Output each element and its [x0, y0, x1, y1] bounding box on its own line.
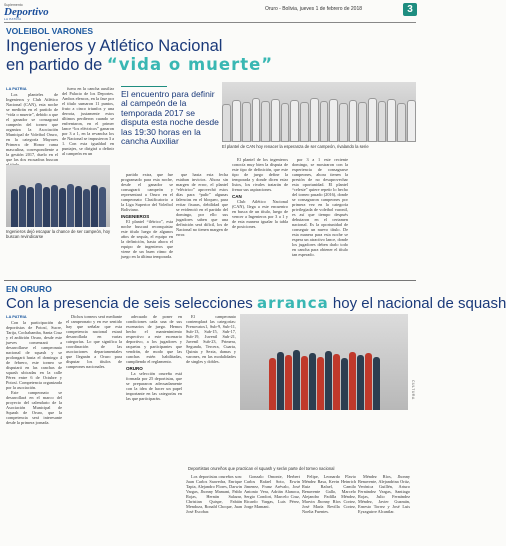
squash-side-label: CULTURA: [411, 380, 415, 400]
masthead-logo: [4, 3, 64, 21]
volley-headline-line1: Ingenieros y Atlético Nacional: [6, 37, 223, 55]
squash-col8: Méndez Ríos, Jhonny Benavente, Alejandrina Ortiz, Verónica Guillén, Arturo Fernández Vargas, Santiago Rojas, Julio Fernández Méndez, Javier Guzmán, Ernesto Torrez y José Luis Eyzaguirre Alcantlar.: [358, 474, 410, 514]
volley-subhead-can: CAN: [232, 194, 242, 199]
masthead-rule: [4, 22, 416, 23]
volley-section-label: VOLEIBOL VARONES: [6, 26, 94, 36]
volley-headline-pre: en partido de: [6, 56, 107, 74]
volley-photo1-caption: Ingenieros dejó escapar la chance de ser campeón, hoy buscan revindicarse: [6, 229, 111, 239]
squash-headline-accent: arranca: [256, 294, 329, 312]
volley-headline-line2: [6, 56, 273, 74]
volley-lead-rule-top: [121, 86, 167, 87]
squash-col6: Gonzalo Omonte, Herbert Carlos Rafael Soto, Erwin Jimenez, Franz Arévalo, José Antonio Vera, Adrián Alanoca, Sergio Condori, Marcelo Cruz, Ricardo Vargas, Luis Pérez, Jorge Mamani.: [244, 474, 300, 509]
volley-col5: El plantel de los ingenieros conocía muy bien la disputa de este tipo de definición, que este tipo de juego define la temporada y donde dicen estar listos, los rivales tratarán de frenar sus aspiraciones. CAN Club Atlético Nacional (CAN), llega a este encuentro en busca de un título, luego de vencer a Ingenieros por 3 a 1 y de esta manera igualar la tabla de posiciones.: [232, 157, 288, 229]
squash-photo-caption: Deportistas orureños que practican el squash y serán parte del torneo nacional: [188, 466, 335, 471]
squash-col7: Felipe, Leonardo Flavio Méndez Rasa, Kevin Heinrich Ruiz Rafael, Camilo Benavente Gallo, Marcelo Alejandro Padilla Méndez, Marvin Jhonny Ríos Cortez, José María Revilla Cortez, Noelia Fuentes.: [302, 474, 356, 514]
squash-subhead-oruro: ORURO: [126, 366, 143, 371]
squash-col4: El campeonato contemplará las categorías: Prenovatos1, Sub-9, Sub-11, Sub-13, Sub-15, Sub-17, Sub-19, Juvenil Sub-21, Juvenil Sub-23, Primera, Segunda, Tercera, Cuarta, Quinta y Sexta, damas y varones, en las modalidades de singles y dobles.: [186, 314, 236, 364]
squash-section-label: EN ORURO: [6, 284, 52, 294]
masthead-supplement: Suplemento: [4, 3, 23, 7]
volley-photo2-caption: El plantel de CAN hoy renacer la esperanza de ser campeón, rivalando la serie: [222, 144, 369, 149]
masthead-name: Deportivo: [4, 6, 49, 18]
squash-photo: [240, 314, 408, 410]
masthead-dateline: Oruro - Bolivia, jueves 1 de febrero de 2018: [265, 6, 362, 12]
volley-lead: El encuentro para definir al campeón de la temporada 2017 se disputa esta noche desde las 19:30 horas en la cancha Auxiliar: [121, 89, 219, 147]
squash-headline: [6, 294, 506, 313]
team-figures: [222, 82, 416, 142]
squash-col2: Dichos torneos será mediante el campeonato y en ese sentido hay que señalar que esta competencia nacional estará desarrollada en varias categorías. Lo que significa la coordinación de las asociaciones departamentales que llegarán a Oruro para disputar los títulos de campeones nacionales.: [66, 314, 122, 369]
squash-col1: Con la participación de deportistas de Potosí, Sucre, Tarija, Cochabamba, Santa Cruz y el anfitrión Oruro, desde este jueves comenzará a desarrollarse el campeonato nacional de squash y se prolongará hasta el domingo 4 de febrero, este torneo se disputará en las canchas de squash ubicadas en la calle Pérez entre 6 de Octubre y Potosí. Competencia organizada por la asociación. Este campeonato se desarrollará en el marco del proyecto del calendario de la Asociación Municipal de Squash de Oruro, que la competencia será interesante desde la primera jornada.: [6, 320, 62, 425]
volley-col2: fuera en la cancha auxiliar del Palacio de los Deportes. Ambos elencos, en la fase por el título sumaron 11 puntos, fruto a cinco triunfos y una derrota, justamente estos últimos perdieron cuando se enfrentaron, en el primer lance “los eléctricos” ganaron por 3 a 1, en la revancha los de Nacional se impusieron 3 a 1. Con esta igualdad en puntajes, se dirigirá a definir al campeón en un: [62, 86, 114, 156]
volley-col4: que hasta esta fecha estaban invictos. Ahora sin margen de error, el plantel “eléctrico” aprovechó estos días para “pulir” algunas falencias en el bloqueo, para evitar fisuras, debilidad que se evidenció en el partido del domingo, por ello sus jugadores saben que una definición será difícil, los de Nacional no tienen margen de error.: [176, 172, 228, 237]
volley-col6: por 3 a 1 este reciente domingo, se mostraron con la experiencia de consagrarse campeones, ahora tienen la presión de no desaprovechar esta oportunidad. El plantel “celeste” quiere repetir lo hecho del torneo pasado (2016), donde se consagraron campeones por primera vez en la categoría privilegiada de voleibol varonil, es así que tiempo después debutaron en el certamen nacional. Es la oportunidad de conseguir un nuevo título. De esta manera para esta noche se espera un atractivo lance, donde los jugadores deben darlo todo en cancha para obtener el título tan esperado.: [292, 157, 348, 257]
volley-col1: Los planteles de Ingenieros y Club Atlético Nacional (CAN), esta noche se medirán en el partido de “vida o muerte”, debido a que el ganador se consagrará campeón del torneo que organiza la Asociación Municipal de Voleibol Oruro, en la categoría Mayores Primera de Honor rama masculina, correspondiente a la gestión 2017, duelo en el que las dos escuadras buscan: [6, 92, 58, 162]
squash-headline-post: hoy el nacional de squash: [328, 295, 506, 312]
squash-byline: LA PATRIA: [6, 314, 27, 319]
volley-photo-ingenieros: [6, 165, 110, 227]
squash-headline-pre: Con la presencia de seis selecciones: [6, 295, 257, 312]
volley-headline-accent: “vida o muerte”: [106, 55, 274, 74]
volley-col3: partido extra, que fue programado para esta noche, desde el ganador se consagrará campeón y representará a Oruro en el campeonato Clasificatorio a la Liga Superior del Voleibol Boliviano. INGENIEROS El plantel “ilétrico”, esta noche buscará reconquistar este título luego de algunos años de sequía, el equipo en la definición, hasta ahora el equipo de ingenieros que viene de un buen ritmo de juego en la última temporada.: [121, 172, 173, 259]
team-figures: [240, 314, 408, 410]
squash-col5: Los deportistas orureños son: Juan Carlos Saavedra, Enrique Tapia, Alejandro Flores, Darwin Vargas, Jhonny Mamani, Pablo Rojas, Hernán Salazar, Christian Quispe, Fabián Mendoza, Ronald Choque, Juan José Escobar.: [186, 474, 242, 514]
squash-col3: adecuado de poner en condiciones cada una de sus escenarios de juego. Hemos hecho el mantenimiento respectivo a este escenario deportivo, a los jugadores y raquetas y participantes que vendrán, de modo que las canchas estén habilitadas, cumpliendo el reglamento. ORURO La selección orureña está formada por 25 deportistas, que se prepararon adecuadamente con la idea de hacer un papel importante en las categorías en las que participarán.: [126, 314, 182, 401]
section-divider: [4, 280, 416, 281]
volley-byline: LA PATRIA: [6, 86, 27, 91]
team-figures: [6, 165, 110, 227]
volley-photo-can: [222, 82, 416, 142]
volley-subhead-ingenieros: INGENIEROS: [121, 214, 150, 219]
page-number: 3: [403, 3, 417, 16]
masthead-paper: LA PATRIA: [4, 17, 22, 21]
